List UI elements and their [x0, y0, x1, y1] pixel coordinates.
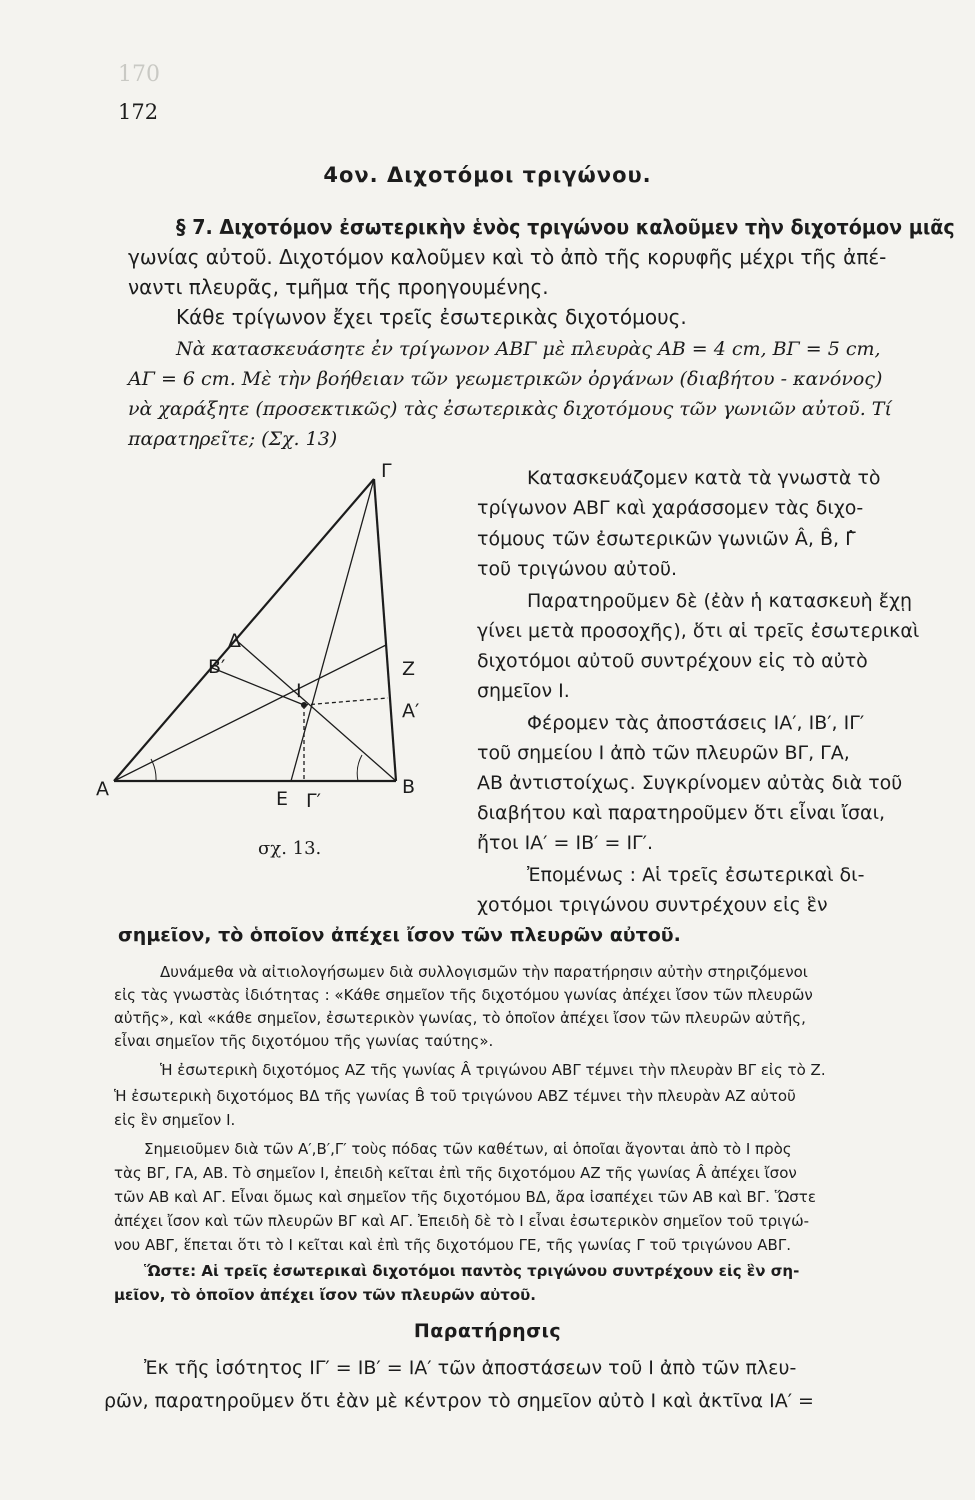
proof-line-3: αὐτῆς», καὶ «κάθε σημεῖον, ἐσωτερικὸν γωνίας, τὸ ὁποῖον ἀπέχει ἴσον τῶν πλευρῶν αὐτῆς,	[114, 1009, 806, 1027]
label-z: Ζ	[402, 658, 416, 680]
proof-line-12: νου ΑΒΓ, ἕπεται ὅτι τὸ Ι κεῖται καὶ ἐπὶ τῆς διχοτόμου ΓΕ, τῆς γωνίας Γ τοῦ τριγώνου ΑΒΓ.	[114, 1236, 791, 1254]
label-b: Β	[402, 776, 416, 798]
proof-line-5: Ἡ ἐσωτερικὴ διχοτόμος ΑΖ τῆς γωνίας Â τριγώνου ΑΒΓ τέμνει τὴν πλευρὰν ΒΓ εἰς τὸ Ζ.	[160, 1061, 826, 1079]
proof-line-6: Ἡ ἐσωτερικὴ διχοτόμος ΒΔ τῆς γωνίας B̂ τοῦ τριγώνου ΑΒΖ τέμνει τὴν πλευρὰν ΑΖ αὐτοῦ	[114, 1087, 796, 1105]
proof-line-1: Δυνάμεθα νὰ αἰτιολογήσωμεν διὰ συλλογισμῶν τὴν παρατήρησιν αὐτὴν στηριζόμενοι	[160, 963, 808, 981]
proof-line-4: εἶναι σημεῖον τῆς διχοτόμου τῆς γωνίας ταύτης».	[114, 1032, 494, 1050]
label-g-prime: Γ′	[306, 790, 321, 812]
body-line-10: τοῦ σημείου Ι ἀπὸ τῶν πλευρῶν ΒΓ, ΓΑ,	[477, 742, 850, 764]
side-bc	[374, 479, 396, 781]
proof-line-8: Σημειοῦμεν διὰ τῶν Α′,Β′,Γ′ τοὺς πόδας τῶν καθέτων, αἱ ὁποῖαι ἄγονται ἀπὸ τὸ Ι πρὸς	[144, 1140, 792, 1158]
proof-line-14: μεῖον, τὸ ὁποῖον ἀπέχει ἴσον τῶν πλευρῶν αὐτοῦ.	[114, 1286, 536, 1304]
incenter-point	[301, 702, 307, 708]
label-d: Δ	[228, 630, 241, 652]
body-line-12: διαβήτου καὶ παρατηροῦμεν ὅτι εἶναι ἴσαι,	[477, 802, 886, 824]
body-line-8: σημεῖον Ι.	[477, 680, 570, 702]
definition-line-2: γωνίας αὐτοῦ. Διχοτόμον καλοῦμεν καὶ τὸ ἀπὸ τῆς κορυφῆς μέχρι τῆς ἀπέ-	[128, 245, 887, 269]
definition-line-1: § 7. Διχοτόμον ἐσωτερικὴν ἑνὸς τριγώνου καλοῦμεν τὴν διχοτόμον μιᾶς	[176, 215, 955, 239]
triangle-diagram	[96, 455, 446, 865]
perpendicular-ia	[304, 698, 388, 705]
body-line-5: Παρατηροῦμεν δὲ (ἐὰν ἡ κατασκευὴ ἔχῃ	[527, 590, 913, 612]
body-line-9: Φέρομεν τὰς ἀποστάσεις ΙΑ′, ΙΒ′, ΙΓ′	[527, 712, 865, 734]
figure-caption: σχ. 13.	[258, 838, 322, 859]
page-number: 172	[118, 100, 159, 124]
label-i: Ι	[296, 680, 302, 702]
body-line-15: χοτόμοι τριγώνου συντρέχουν εἰς ἓν	[477, 894, 828, 916]
body-line-6: γίνει μετὰ προσοχῆς), ὅτι αἱ τρεῖς ἐσωτερικαὶ	[477, 620, 920, 642]
definition-line-3: ναντι πλευρᾶς, τμῆμα τῆς προηγουμένης.	[128, 275, 549, 299]
proof-line-10: τῶν ΑΒ καὶ ΑΓ. Εἶναι ὅμως καὶ σημεῖον τῆς διχοτόμου ΒΔ, ἄρα ἰσαπέχει τῶν ΑΒ καὶ ΒΓ. Ὥστε	[114, 1188, 816, 1206]
label-a-prime: Α′	[402, 700, 420, 722]
exercise-line-2: ΑΓ = 6 cm. Μὲ τὴν βοήθειαν τῶν γεωμετρικῶν ὀργάνων (διαβήτου - κανόνος)	[128, 368, 883, 390]
definition-line-4: Κάθε τρίγωνον ἔχει τρεῖς ἐσωτερικὰς διχοτόμους.	[176, 305, 687, 329]
proof-line-7: εἰς ἓν σημεῖον Ι.	[114, 1111, 236, 1129]
section-heading: 4ον. Διχοτόμοι τριγώνου.	[323, 163, 652, 187]
bisector-bd	[236, 640, 396, 781]
exercise-line-1: Νὰ κατασκευάσητε ἐν τρίγωνον ΑΒΓ μὲ πλευρὰς ΑΒ = 4 cm, ΒΓ = 5 cm,	[176, 338, 881, 360]
bisector-az	[114, 645, 386, 781]
figure-13	[96, 455, 446, 865]
proof-line-9: τὰς ΒΓ, ΓΑ, ΑΒ. Τὸ σημεῖον Ι, ἐπειδὴ κεῖται ἐπὶ τῆς διχοτόμου ΑΖ τῆς γωνίας Â ἀπέχει ἴσον	[114, 1164, 797, 1182]
body-line-14: Ἐπομένως : Αἱ τρεῖς ἐσωτερικαὶ δι-	[527, 864, 865, 886]
body-line-3: τόμους τῶν ἐσωτερικῶν γωνιῶν Â, B̂, Γ̂	[477, 528, 856, 550]
body-line-13: ἤτοι ΙΑ′ = ΙΒ′ = ΙΓ′.	[477, 832, 653, 854]
conclusion-line: σημεῖον, τὸ ὁποῖον ἀπέχει ἴσον τῶν πλευρῶν αὐτοῦ.	[118, 924, 681, 946]
proof-line-11: ἀπέχει ἴσον καὶ τῶν πλευρῶν ΒΓ καὶ ΑΓ. Ἐπειδὴ δὲ τὸ Ι εἶναι ἐσωτερικὸν σημεῖον τοῦ τριγώ-	[114, 1212, 810, 1230]
remark-line-1: Ἐκ τῆς ἰσότητος ΙΓ′ = ΙΒ′ = ΙΑ′ τῶν ἀποστάσεων τοῦ Ι ἀπὸ τῶν πλευ-	[144, 1357, 797, 1379]
label-e: Ε	[276, 788, 289, 810]
label-b-prime: Β′	[208, 656, 226, 678]
body-line-7: διχοτόμοι αὐτοῦ συντρέχουν εἰς τὸ αὐτὸ	[477, 650, 868, 672]
bleed-through-page-number: 170	[118, 62, 160, 87]
remark-line-2: ρῶν, παρατηροῦμεν ὅτι ἐὰν μὲ κέντρον τὸ σημεῖον αὐτὸ Ι καὶ ἀκτῖνα ΙΑ′ =	[104, 1390, 814, 1412]
label-g: Γ	[381, 460, 392, 482]
angle-arc-b	[357, 755, 362, 781]
label-a: Α	[96, 778, 109, 800]
body-line-11: ΑΒ ἀντιστοίχως. Συγκρίνομεν αὐτὰς διὰ τοῦ	[477, 772, 903, 794]
body-line-2: τρίγωνον ΑΒΓ καὶ χαράσσομεν τὰς διχο-	[477, 497, 864, 519]
proof-line-13: Ὥστε: Αἱ τρεῖς ἐσωτερικαὶ διχοτόμοι παντὸς τριγώνου συντρέχουν εἰς ἓν ση-	[144, 1262, 800, 1280]
body-line-1: Κατασκευάζομεν κατὰ τὰ γνωστὰ τὸ	[527, 467, 881, 489]
body-line-4: τοῦ τριγώνου αὐτοῦ.	[477, 558, 678, 580]
exercise-line-4: παρατηρεῖτε; (Σχ. 13)	[128, 428, 338, 450]
exercise-line-3: νὰ χαράξητε (προσεκτικῶς) τὰς ἐσωτερικὰς διχοτόμους τῶν γωνιῶν αὐτοῦ. Τί	[128, 398, 892, 420]
side-ac	[114, 479, 374, 781]
proof-line-2: εἰς τὰς γνωστὰς ἰδιότητας : «Κάθε σημεῖον τῆς διχοτόμου γωνίας ἀπέχει ἴσον τῶν πλευρῶν	[114, 986, 813, 1004]
remark-heading: Παρατήρησις	[413, 1320, 562, 1342]
